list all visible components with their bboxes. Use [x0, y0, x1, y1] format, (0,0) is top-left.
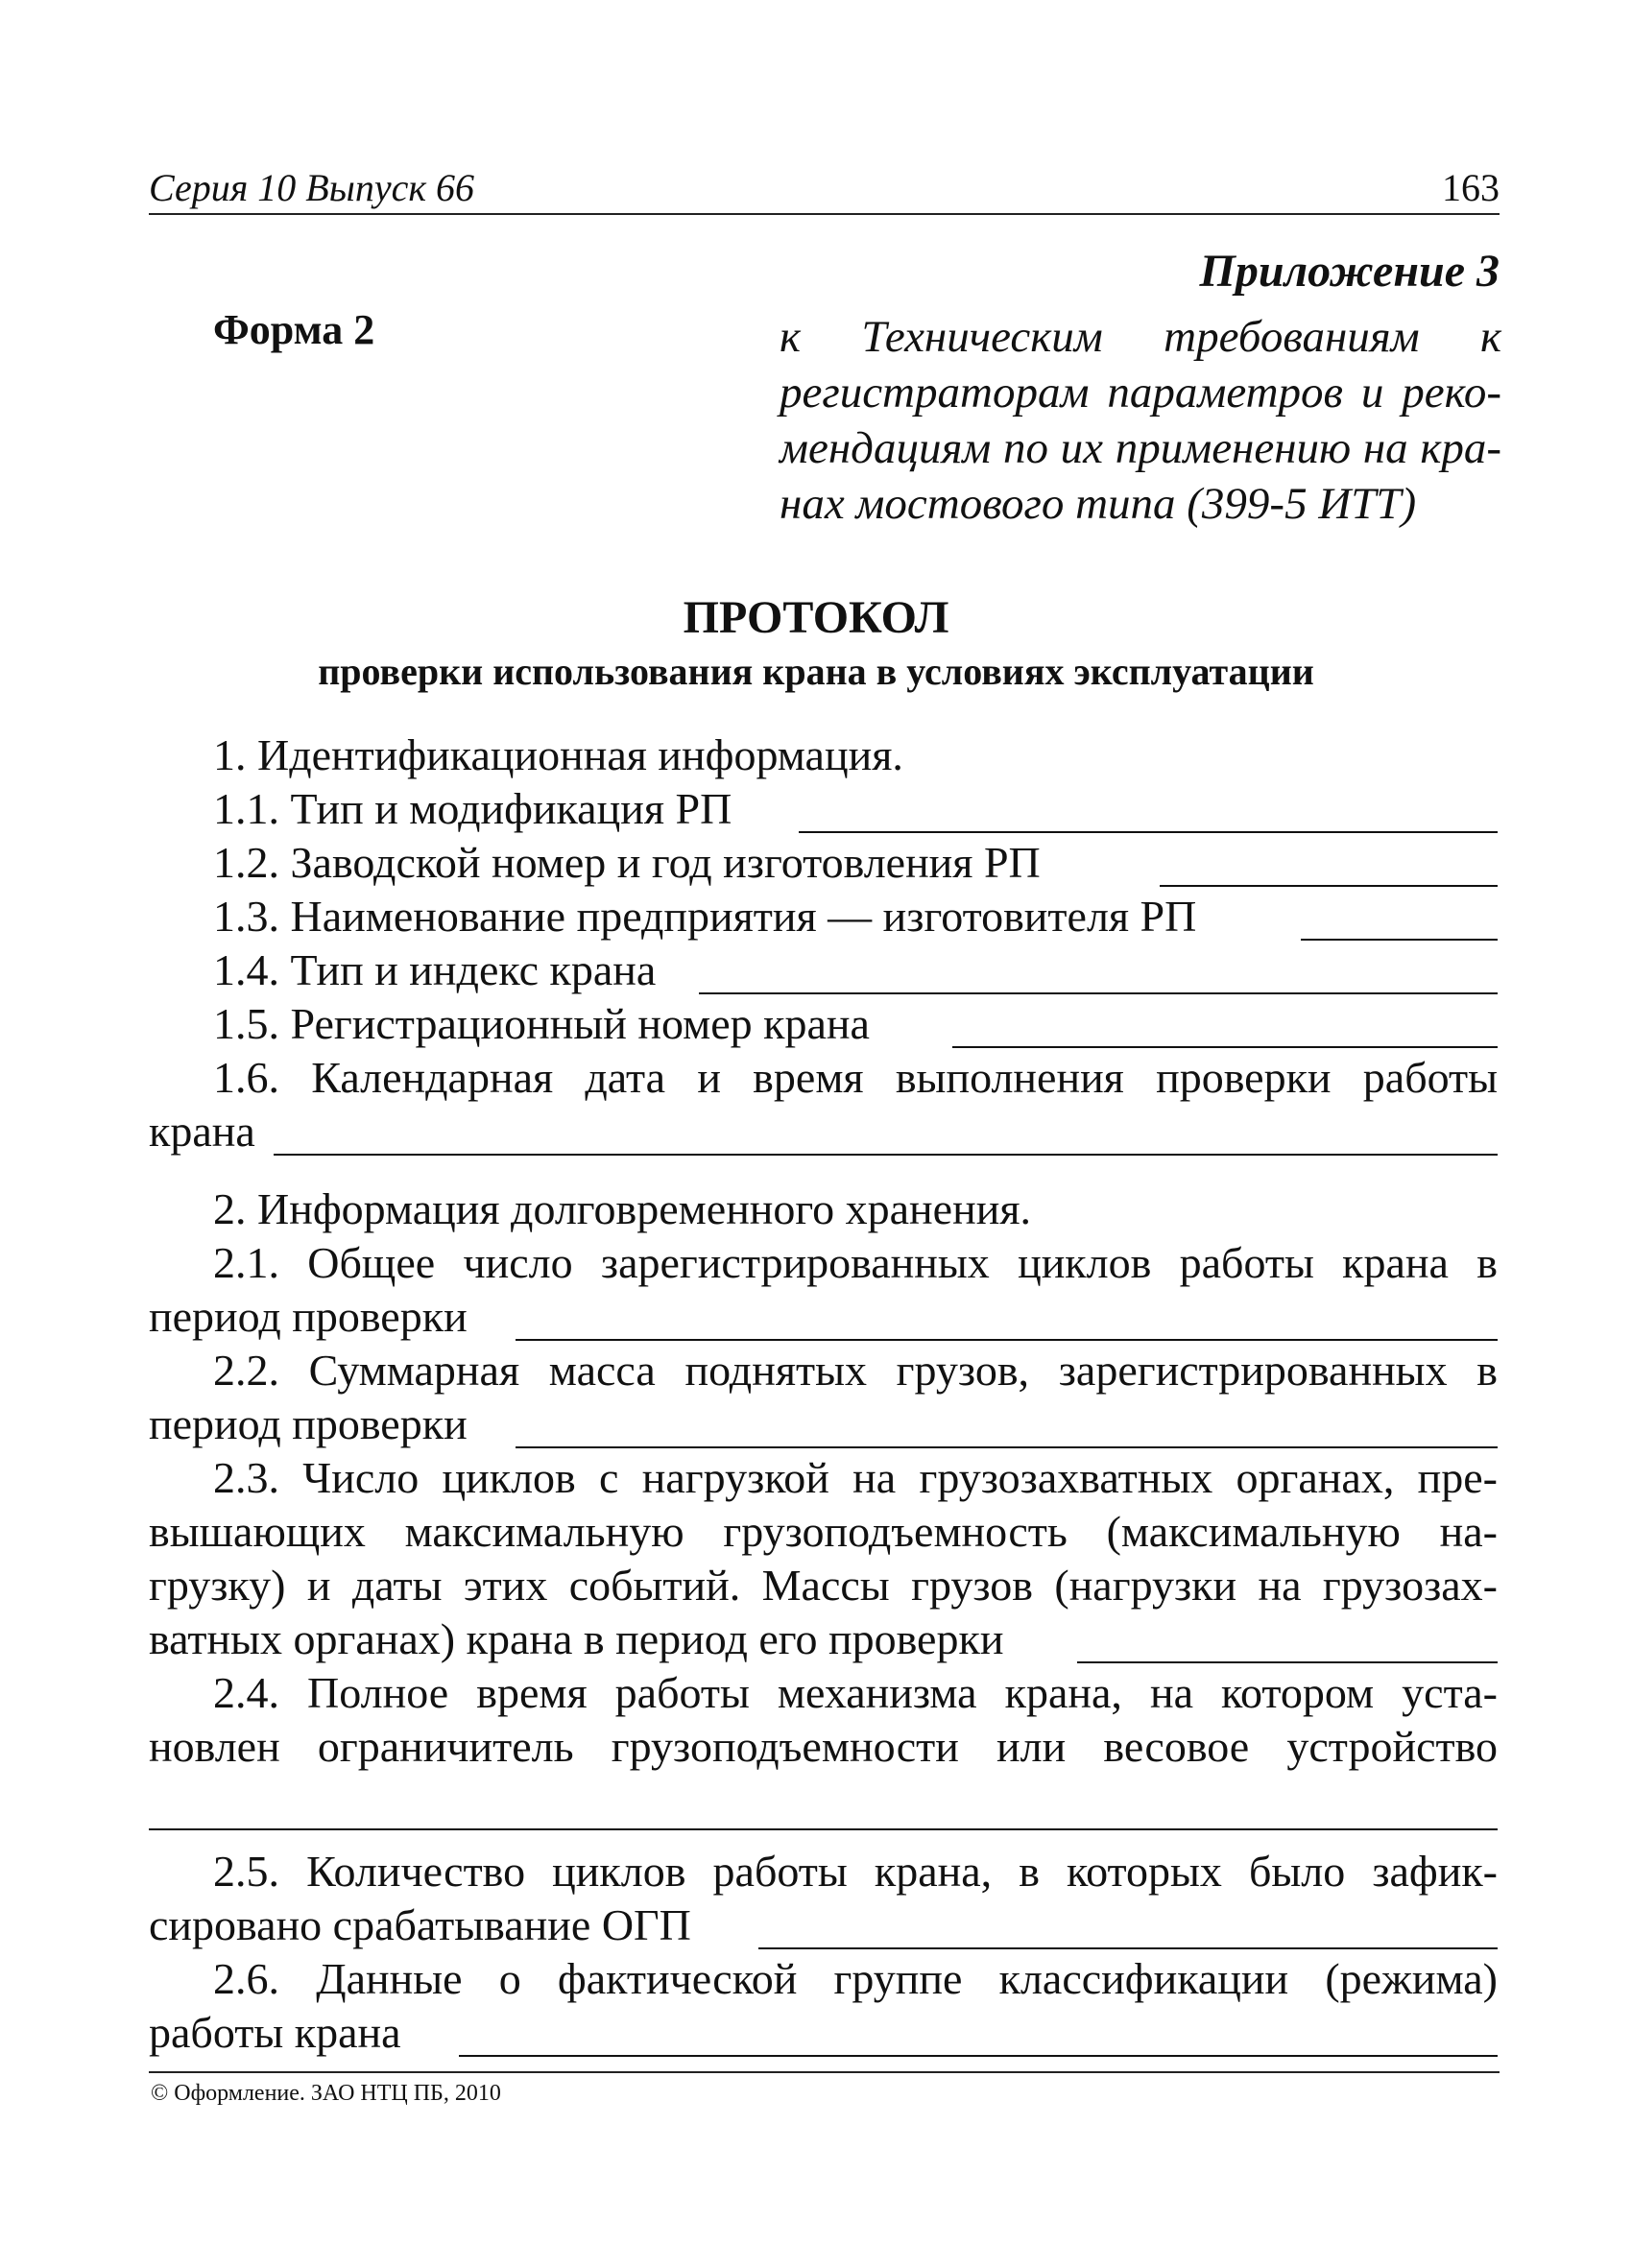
item-2-1-label: 2.1. Общее число зарегистрированных циклов работы крана в	[213, 1238, 1498, 1287]
item-2-2-fill-line[interactable]	[516, 1446, 1498, 1448]
item-1-5-label: 1.5. Регистрационный номер крана	[213, 999, 870, 1048]
section-2-heading: 2. Информация долговременного хранения.	[213, 1184, 1031, 1233]
item-1-4-fill-line[interactable]	[699, 992, 1498, 994]
item-2-6-fill-line[interactable]	[459, 2055, 1498, 2057]
footer-rule	[149, 2071, 1500, 2073]
item-1-2-fill-line[interactable]	[1160, 885, 1498, 887]
appendix-line: регистраторам параметров и реко-	[780, 368, 1501, 418]
item-1-1-label: 1.1. Тип и модификация РП	[213, 784, 732, 833]
item-1-6-label: 1.6. Календарная дата и время выполнения проверки работы	[213, 1053, 1498, 1102]
appendix-line: нах мостового типа (399-5 ИТТ)	[780, 479, 1417, 529]
item-1-3-fill-line[interactable]	[1301, 939, 1498, 941]
item-2-6-label: 2.6. Данные о фактической группе классификации (режима)	[213, 1954, 1498, 2003]
item-1-1-fill-line[interactable]	[799, 831, 1498, 833]
item-2-6-label-cont: работы крана	[149, 2008, 401, 2057]
appendix-line: мендациям по их применению на кра-	[780, 423, 1501, 473]
footer-copyright: © Оформление. ЗАО НТЦ ПБ, 2010	[151, 2081, 501, 2106]
protocol-title: ПРОТОКОЛ	[683, 592, 949, 643]
header-rule	[149, 213, 1500, 215]
appendix-title: Приложение 3	[1199, 246, 1500, 297]
item-2-1-label-cont: период проверки	[149, 1292, 468, 1341]
item-1-2-label: 1.2. Заводской номер и год изготовления РП	[213, 838, 1041, 887]
page-number: 163	[1442, 166, 1500, 209]
item-2-5-label-cont: сировано срабатывание ОГП	[149, 1900, 691, 1949]
item-2-3-label-cont: вышающих максимальную грузоподъемность (максимальную на-	[149, 1507, 1498, 1556]
form-label: Форма 2	[213, 306, 375, 353]
item-1-6-label-cont: крана	[149, 1107, 255, 1156]
section-1-heading: 1. Идентификационная информация.	[213, 730, 903, 779]
item-1-6-fill-line[interactable]	[274, 1154, 1498, 1156]
item-2-5-fill-line[interactable]	[758, 1947, 1498, 1949]
item-2-3-label-cont: ватных органах) крана в период его проверки	[149, 1614, 1004, 1663]
item-2-2-label-cont: период проверки	[149, 1399, 468, 1448]
item-2-4-label: 2.4. Полное время работы механизма крана, на котором уста-	[213, 1668, 1498, 1717]
item-2-4-fill-line[interactable]	[149, 1828, 1498, 1830]
item-2-4-label-cont: новлен ограничитель грузоподъемности или весовое устройство	[149, 1722, 1498, 1771]
item-2-1-fill-line[interactable]	[516, 1339, 1498, 1341]
item-2-5-label: 2.5. Количество циклов работы крана, в которых было зафик-	[213, 1847, 1498, 1896]
item-2-3-fill-line[interactable]	[1077, 1661, 1498, 1663]
item-2-2-label: 2.2. Суммарная масса поднятых грузов, зарегистрированных в	[213, 1346, 1498, 1395]
item-1-3-label: 1.3. Наименование предприятия — изготовителя РП	[213, 892, 1197, 941]
item-2-3-label: 2.3. Число циклов с нагрузкой на грузозахватных органах, пре-	[213, 1453, 1498, 1502]
protocol-subtitle: проверки использования крана в условиях эксплуатации	[318, 650, 1314, 693]
item-1-5-fill-line[interactable]	[952, 1046, 1498, 1048]
appendix-line: к Техническим требованиям к	[780, 312, 1501, 362]
item-1-4-label: 1.4. Тип и индекс крана	[213, 945, 657, 994]
item-2-3-label-cont: грузку) и даты этих событий. Массы грузов (нагрузки на грузозах-	[149, 1561, 1498, 1610]
appendix-reference	[780, 309, 1501, 532]
running-header-series: Серия 10 Выпуск 66	[149, 166, 475, 209]
